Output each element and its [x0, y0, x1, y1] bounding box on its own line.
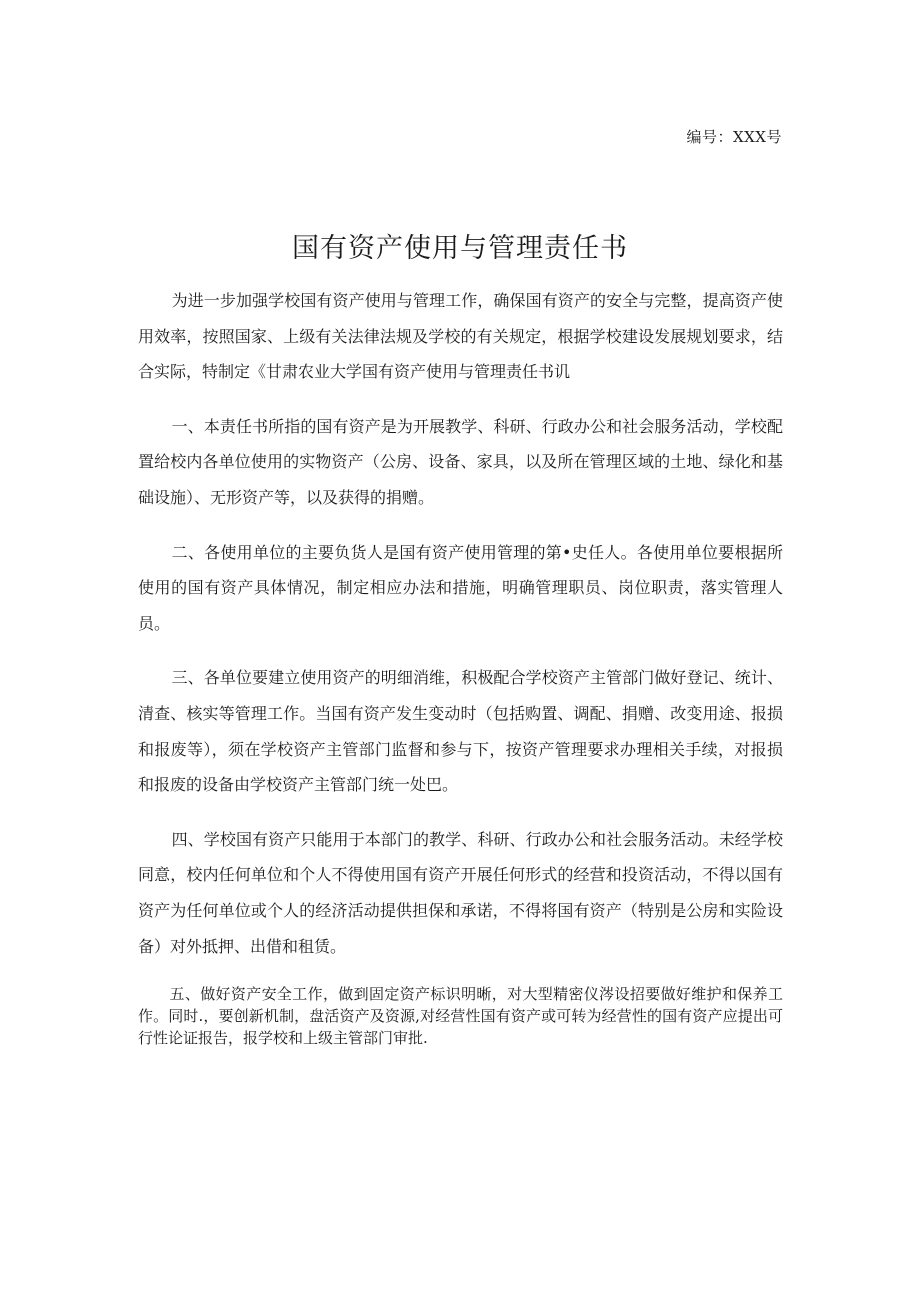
paragraph-clause-4: 四、学校国有资产只能用于本部门的教学、科研、行政办公和社会服务活动。未经学校同意，校内任何单位和个人不得使用国有资产开展任何形式的经营和投资活动，不得以国有资产为任何单位或个人的经济活动提供担保和承诺，不得将国有资产（特别是公房和实险设备）对外抵押、出借和租赁。	[138, 829, 783, 956]
paragraph-clause-2: 二、各使用单位的主要负货人是国有资产使用管理的第•史任人。各使用单位要根据所使用的国有资产具体情况，制定相应办法和措施，明确管理职员、岗位职责，落实管理人员。	[138, 542, 783, 633]
document-title: 国有资产使用与管理责任书	[292, 233, 628, 265]
paragraph-clause-5: 五、做好资产安全工作，做到固定资产标识明晰，对大型精密仪涔设招要做好维护和保养工作。同时.，要创新机制，盘活资产及资源,对经营性国有资产或可转为经营性的国有资产应提出可行性论证报告，报学校和上级主管部门审批.	[138, 985, 783, 1048]
paragraph-clause-1: 一、本责任书所指的国有资产是为开展教学、科研、行政办公和社会服务活动，学校配置给校内各单位使用的实物资产（公房、设备、家具，以及所在管理区域的土地、绿化和基础设施）、无形资产等，以及获得的捐赠。	[138, 416, 783, 507]
paragraph-clause-3: 三、各单位要建立使用资产的明细消维，积极配合学校资产主管部门做好登记、统计、清查、核实等管理工作。当国有资产发生变动时（包括购置、调配、捐赠、改变用途、报损和报废等），须在学校资产主管部门监督和参与下，按资产管理要求办理相关手续，对报损和报废的设备由学校资产主管部门统一处巴。	[138, 668, 783, 795]
paragraph-intro: 为进一步加强学校国有资产使用与管理工作，确保国有资产的安全与完整，提高资产使用效率，按照国家、上级有关法律法规及学校的有关规定，根据学校建设发展规划要求，结合实际，特制定《甘肃农业大学国有资产使用与管理责任书讥	[138, 291, 783, 382]
document-number: 编号：XXX号	[686, 128, 782, 146]
document-body	[138, 283, 783, 1068]
